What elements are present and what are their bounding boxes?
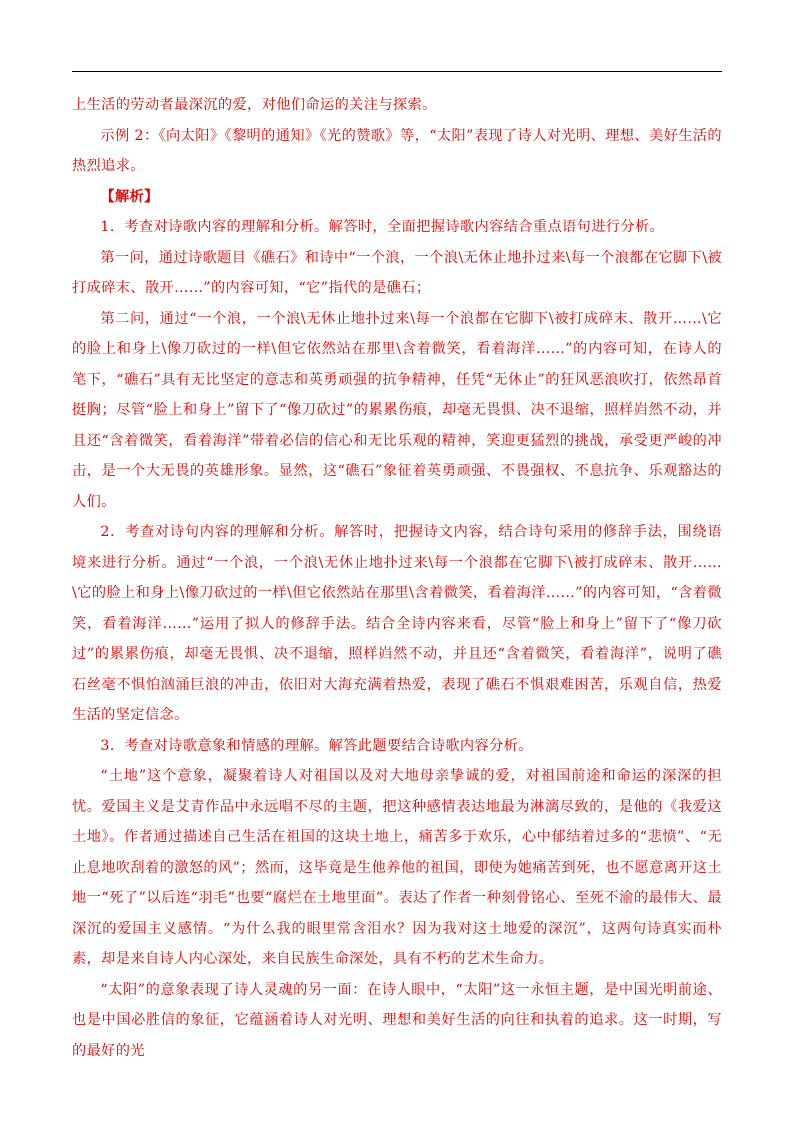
paragraph-land-imagery: “土地”这个意象，凝聚着诗人对祖国以及对大地母亲挚诚的爱，对祖国前途和命运的深深的担忧。爱国主义是艾青作品中永远唱不尽的主题，把这种感情表达地最为淋漓尽致的，是他的《我爱这土地》。作者通过描述自己生活在祖国的这块土地上，痛苦多于欢乐，心中郁结着过多的“悲愤”、“无止息地吹刮着的激怒的风”；然而，这毕竟是生他养他的祖国，即使为她痛苦到死，也不愿意离开这土地一“死了”以后连“羽毛”也要“腐烂在土地里面”。表达了作者一种刻骨铭心、至死不渝的最伟大、最深沉的爱国主义感情。“为什么我的眼里常含泪水？因为我对这土地爱的深沉”，这两句诗真实而朴素，却是来自诗人内心深处，来自民族生命深处，具有不朽的艺术生命力。 <box>72 768 722 967</box>
paragraph-sun-imagery: “太阳”的意象表现了诗人灵魂的另一面：在诗人眼中，“太阳”这一永恒主题，是中国光明前途、也是中国必胜信的象征，它蕴涵着诗人对光明、理想和美好生活的向往和执着的追求。这一时期，写的最好的光 <box>72 981 722 1059</box>
paragraph-continuation: 上生活的劳动者最深沉的爱，对他们命运的关注与探索。 <box>72 97 437 113</box>
paragraph-analysis-3: 3．考查对诗歌意象和情感的理解。解答此题要结合诗歌内容分析。 <box>100 737 533 754</box>
paragraph-analysis-2: 2．考查对诗句内容的理解和分析。解答时，把握诗文内容，结合诗句采用的修辞手法，围绕语境来进行分析。通过“一个浪，一个浪\无休止地扑过来\每一个浪都在它脚下\被打成碎末、散开……\它的脸上和身上\像刀砍过的一样\但它依然站在那里\含着微笑，看着海洋……”的内容可知，“含着微笑，看着海洋……”运用了拟人的修辞手法。结合全诗内容来看，尽管“脸上和身上”留下了“像刀砍过”的累累伤痕，却毫无畏惧、决不退缩，照样岿然不动，并且还“含着微笑，看着海洋”，说明了礁石丝毫不惧怕汹涌巨浪的冲击，依旧对大海充满着热爱，表现了礁石不惧艰难困苦，乐观自信，热爱生活的坚定信念。 <box>72 524 722 723</box>
header-rule <box>72 71 722 72</box>
paragraph-second-question: 第二问，通过“一个浪，一个浪\无休止地扑过来\每一个浪都在它脚下\被打成碎末、散开……\它的脸上和身上\像刀砍过的一样\但它依然站在那里\含着微笑，看着海洋……”的内容可知，在诗人的笔下，“礁石”具有无比坚定的意志和英勇顽强的抗争精神，任凭“无休止”的狂风恶浪吹打，依然昂首挺胸；尽管“脸上和身上”留下了“像刀砍过”的累累伤痕，却毫无畏惧、决不退缩，照样岿然不动，并且还“含着微笑，看着海洋”带着必信的信心和无比乐观的精神，笑迎更猛烈的挑战，承受更严峻的冲击，是一个大无畏的英雄形象。显然，这“礁石”象征着英勇顽强、不畏强权、不息抗争、乐观豁达的人们。 <box>72 310 722 510</box>
document-body <box>72 90 722 1066</box>
paragraph-example-2: 示例 2：《向太阳》《黎明的通知》《光的赞歌》等，“太阳”表现了诗人对光明、理想、美好生活的热烈追求。 <box>72 127 722 174</box>
analysis-heading: 【解析】 <box>100 188 159 205</box>
paragraph-first-question: 第一问，通过诗歌题目《礁石》和诗中“一个浪，一个浪\无休止地扑过来\每一个浪都在它脚下\被打成碎末、散开……”的内容可知，“它”指代的是礁石； <box>72 249 722 296</box>
paragraph-analysis-1: 1．考查对诗歌内容的理解和分析。解答时，全面把握诗歌内容结合重点语句进行分析。 <box>100 219 665 235</box>
